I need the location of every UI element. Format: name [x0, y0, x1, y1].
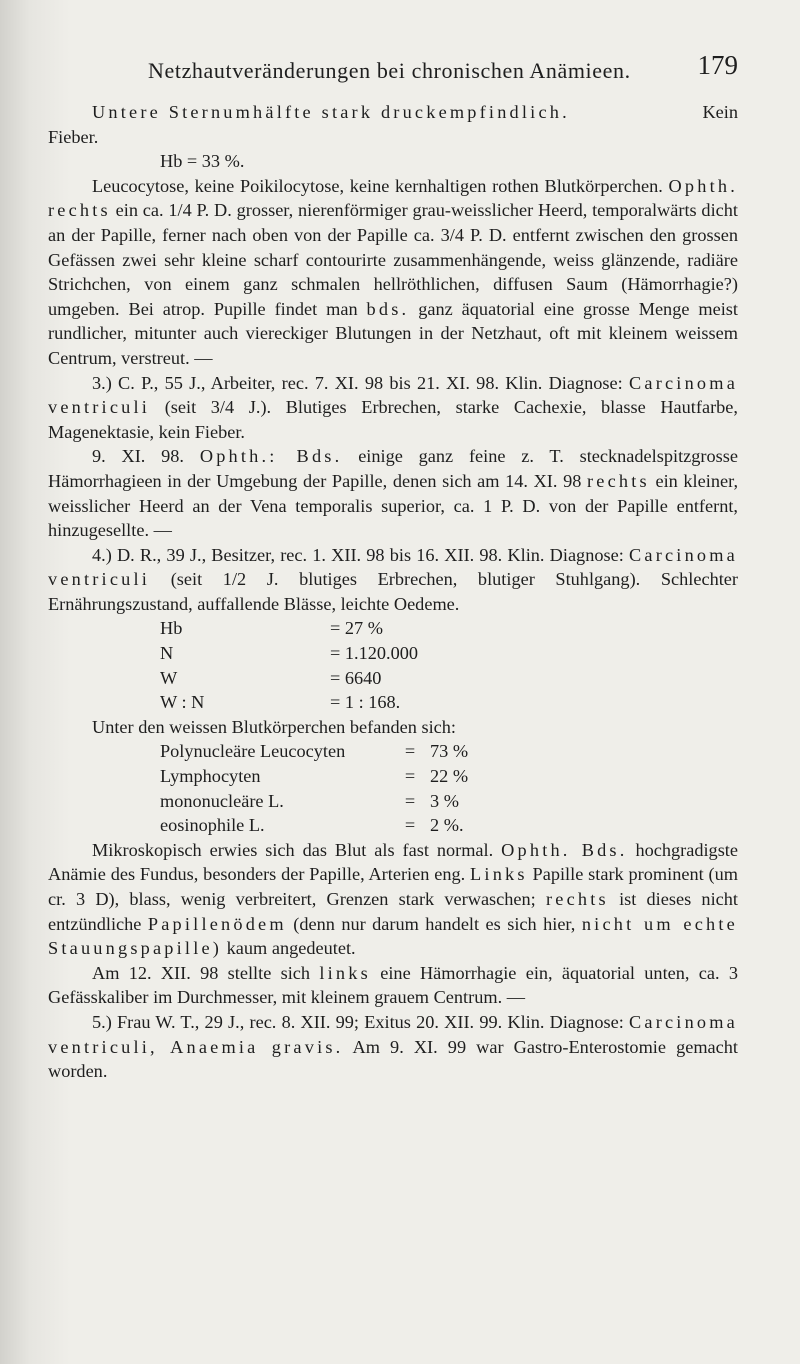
count-row: N = 1.120.000 — [160, 643, 419, 664]
leukocyte-row: mononucleäre L. = 3 % — [160, 790, 459, 811]
case4-history: (seit 1/2 J. blutiges Erbrechen, blutiger Stuhlgang). Schlechter Ernährungszustand, auffallende Blässe, leichte Oedeme. — [48, 569, 739, 614]
case3-paragraph — [48, 371, 738, 445]
case2-first-line: Untere Sternumhälfte stark druckempfindlich. — [92, 102, 570, 122]
case3-ophth-paragraph — [48, 444, 738, 542]
case2-ophth-label: Ophth. rechts — [48, 175, 738, 221]
case3-ophth-text: einige ganz feine z. T. stecknadelspitzgrosse Hämorrhagieen in der Umgebung der Papille, denen sich am 14. XI. 98 — [48, 446, 738, 491]
running-title: Netzhautveränderungen bei chronischen Anämieen. — [148, 58, 631, 83]
case4-microscopy: Mikroskopisch erwies sich das Blut als fast normal. Ophth. Bds. hochgradigste Anämie des Fundus, besonders der Papille, Arterien eng. Links Papille stark prominent (um cr. 3 D), blass, wenig verbreitert, Grenzen stark verwaschen; rechts ist dieses nicht entzündliche Papillenödem (denn nur darum handelt es sich hier, nicht um echte Stauungspapille) kaum angedeutet. — [48, 839, 738, 959]
case4-blood-intro: Unter den weissen Blutkörperchen befanden sich: — [92, 716, 456, 737]
case5-history: Am 9. XI. 99 war Gastro-Enterostomie gemacht worden. — [48, 1036, 739, 1082]
case2-continuation — [48, 100, 738, 125]
case4-count-table — [160, 616, 738, 714]
case5-intro: 5.) Frau W. T., 29 J., rec. 8. XII. 99; Exitus 20. XII. 99. Klin. Diagnose: — [92, 1011, 624, 1032]
case2-findings — [48, 174, 738, 371]
case2-blood-text: Leucocytose, keine Poikilocytose, keine kernhaltigen rothen Blutkörperchen. — [92, 175, 663, 196]
case4-hemorrhage: Am 12. XII. 98 stellte sich links eine Hämorrhagie ein, äquatorial unten, ca. 3 Gefässkaliber im Durchmesser, mit kleinem grauem Centrum. — — [48, 962, 738, 1008]
case3-ophth-label: Ophth.: Bds. — [199, 446, 343, 467]
case2-ophth-text-end: ganz äquatorial eine grosse Menge meist rundlicher, mitunter auch viereckiger Blutungen in der Netzhaut, oft mit kleinem weissem Centrum, verstreut. — — [48, 298, 738, 368]
page-body — [48, 100, 738, 1084]
case4-leukocyte-table — [160, 739, 738, 837]
leukocyte-row: Polynucleäre Leucocyten = 73 % — [160, 741, 469, 762]
leukocyte-row: eosinophile L. = 2 %. — [160, 815, 464, 836]
case3-date: 9. XI. 98. — [92, 446, 185, 467]
page-number: 179 — [697, 50, 738, 80]
case4-intro: 4.) D. R., 39 J., Besitzer, rec. 1. XII. 98 bis 16. XII. 98. Klin. Diagnose: — [92, 544, 624, 565]
case3-right-label: rechts — [586, 470, 650, 491]
case4-ophth-label: Ophth. Bds. — [501, 839, 628, 860]
case4-stauungspapille-term: nicht um echte Stauungspapille) — [48, 913, 738, 959]
case4-right-label: rechts — [545, 889, 609, 909]
count-row: W = 6640 — [160, 667, 382, 688]
case4-left-label: Links — [470, 864, 528, 885]
case4-diagnosis: Carcinoma ventriculi — [48, 544, 738, 590]
count-row: Hb = 27 % — [160, 618, 383, 639]
case3-ophth-text-end: ein kleiner, weisslicher Heerd an der Vena temporalis superior, ca. 1 P. D. von der Papille entfernt, hinzugesellte. — — [48, 470, 739, 541]
count-row: W : N = 1 : 168. — [160, 692, 401, 713]
case3-intro: 3.) C. P., 55 J., Arbeiter, rec. 7. XI. 98 bis 21. XI. 98. Klin. Diagnose: — [92, 372, 623, 393]
case4-papilledema-term: Papillenödem — [147, 913, 287, 934]
case2-hb-value: Hb = 33 %. — [160, 151, 245, 172]
case5-paragraph — [48, 1010, 738, 1084]
case2-fever-line: Fieber. — [48, 126, 99, 147]
case3-diagnosis: Carcinoma ventriculi — [48, 372, 739, 418]
page-header — [148, 50, 738, 90]
case5-diagnosis: Carcinoma ventriculi, Anaemia gravis. — [48, 1011, 738, 1057]
case3-history: (seit 3/4 J.). Blutiges Erbrechen, starke Cachexie, blasse Hautfarbe, Magenektasie, kein Fieber. — [48, 397, 738, 442]
case4-left-label-2: links — [319, 962, 371, 983]
case2-bds-label: bds. — [366, 298, 410, 319]
case2-first-line-end: Kein — [702, 102, 738, 122]
leukocyte-row: Lymphocyten = 22 % — [160, 766, 469, 787]
case2-ophth-text: ein ca. 1/4 P. D. grosser, nierenförmiger grau-weisslicher Heerd, temporalwärts dicht an der Papille, ferner nach oben von der Papille ca. 3/4 P. D. entfernt zwischen den grossen Gefässen zwei sehr kleine scharf contourirte zusammenhängende, weiss glänzende, radiäre Strichchen, von einem ganz schmalen hellröthlichen, diffusen Saum (Hämorrhagie?) umgeben. Bei atrop. Pupille findet man — [48, 200, 738, 319]
case4-paragraph — [48, 543, 738, 617]
